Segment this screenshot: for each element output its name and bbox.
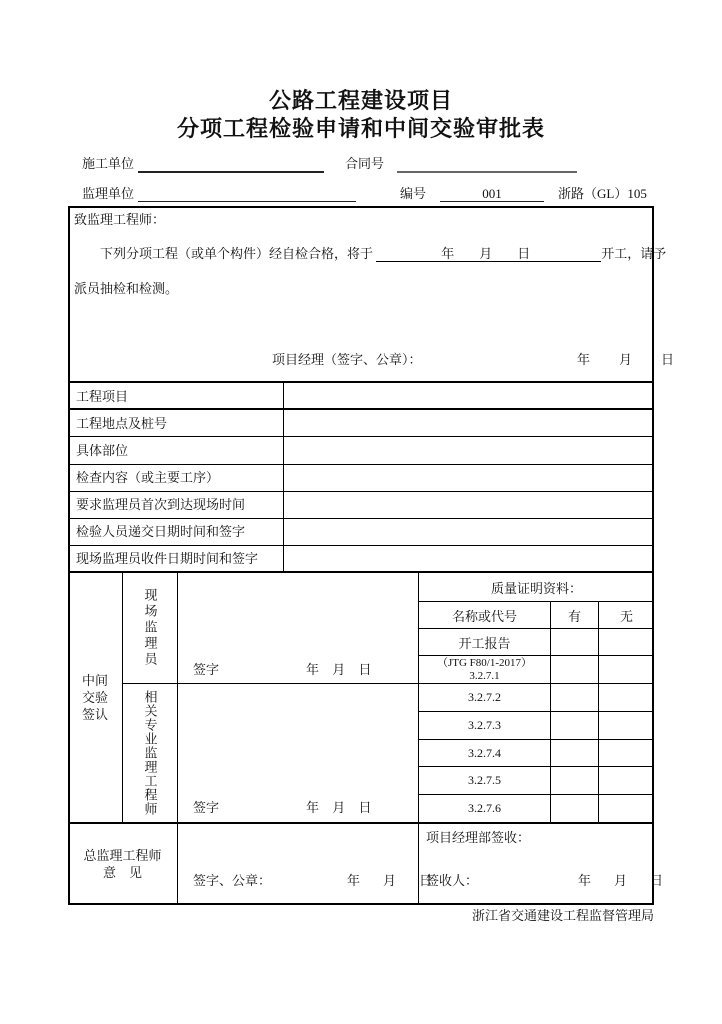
- quality-have-column-cells[interactable]: [551, 629, 598, 822]
- page-title-line1: 公路工程建设项目: [268, 88, 453, 113]
- page-title-line2: 分项工程检验申请和中间交验审批表: [176, 116, 545, 141]
- quality-col-name: 名称或代号: [451, 608, 517, 624]
- chief-label-line1: 总监理工程师: [83, 847, 162, 863]
- pm-date[interactable]: 年 月 日: [577, 352, 683, 367]
- info-value-cell[interactable]: [284, 437, 653, 463]
- chief-supervisor-opinion-label: [68, 824, 177, 903]
- supervision-unit-label: 监理单位: [82, 186, 135, 201]
- quality-row: 3.2.7.3: [468, 718, 501, 732]
- contract-no-label: 合同号: [345, 156, 385, 171]
- info-row-label: 检验人员递交日期时间和签字: [76, 524, 246, 539]
- info-value-cell[interactable]: [284, 410, 653, 436]
- serial-no-blank: [440, 201, 544, 202]
- contract-no-blank[interactable]: [397, 171, 577, 173]
- construction-unit-label: 施工单位: [82, 156, 135, 171]
- quality-row: 3.2.7.5: [468, 773, 501, 787]
- quality-docs-header: 质量证明资料：: [490, 580, 582, 596]
- notice-body-line2: 派员抽检和检测。: [74, 281, 179, 296]
- info-row-label: 检查内容（或主要工序）: [76, 470, 220, 485]
- chief-sign-seal-label[interactable]: 签字、公章：: [193, 873, 272, 888]
- notice-salutation: 致监理工程师：: [74, 212, 166, 227]
- footer-issuing-authority: 浙江省交通建设工程监督管理局: [471, 908, 654, 923]
- role-label-specialty-supervisor: [123, 684, 177, 822]
- section-label-line: 签认: [81, 707, 108, 722]
- quality-none-column-cells[interactable]: [599, 629, 654, 822]
- info-row-label: 工程项目: [76, 389, 129, 404]
- form-code: 浙路（GL）105: [558, 186, 647, 201]
- pm-sign-label[interactable]: 项目经理（签字、公章）：: [272, 352, 422, 367]
- chief-sign-date[interactable]: 年 月 日: [347, 873, 438, 888]
- info-value-cell[interactable]: [284, 465, 653, 491]
- quality-row-jtg-ref: [419, 656, 550, 683]
- start-date-blank[interactable]: 年 月 日: [376, 246, 601, 262]
- info-value-cell[interactable]: [284, 492, 653, 518]
- notice-before-blank: 下列分项工程（或单个构件）经自检合格，将于: [100, 246, 374, 261]
- quality-row: 3.2.7.6: [468, 801, 501, 815]
- serial-no-label: 编号: [400, 186, 427, 201]
- info-value-cell[interactable]: [284, 546, 653, 571]
- quality-col-none: 无: [619, 608, 633, 624]
- sign-date-specialty[interactable]: 年 月 日: [306, 800, 377, 815]
- grid-line: [177, 573, 178, 905]
- sign-label-specialty[interactable]: 签字: [193, 800, 220, 815]
- info-row-label: 工程地点及桩号: [76, 416, 168, 431]
- info-row-label: 现场监理员收件日期时间和签字: [76, 551, 259, 566]
- jtg-ref-line1: （JTG F80/1-2017）: [436, 656, 533, 669]
- quality-col-have: 有: [567, 608, 581, 624]
- notice-after-blank: 开工，请予: [601, 246, 667, 261]
- notice-body-line1: [100, 246, 666, 262]
- info-row-label: 具体部位: [76, 443, 129, 458]
- supervision-unit-blank[interactable]: [138, 201, 356, 202]
- serial-no-value[interactable]: 001: [482, 186, 502, 201]
- info-value-cell[interactable]: [284, 519, 653, 545]
- sign-label-site[interactable]: 签字: [193, 662, 220, 677]
- receiver-label[interactable]: 签收人：: [426, 873, 479, 888]
- section-label-intermediate-acceptance: [68, 573, 122, 822]
- quality-row: 3.2.7.2: [468, 690, 501, 704]
- info-value-cell[interactable]: [284, 382, 653, 408]
- construction-unit-blank[interactable]: [138, 171, 324, 173]
- section-label-line: 中间: [81, 673, 108, 688]
- info-row-label: 要求监理员首次到达现场时间: [76, 497, 246, 512]
- jtg-ref-line2: 3.2.7.1: [469, 669, 500, 682]
- role-label-text: 现场监理员: [142, 588, 158, 668]
- section-label-line: 交验: [81, 690, 108, 705]
- chief-label-line2: 意 见: [102, 864, 142, 880]
- quality-row: 3.2.7.4: [468, 745, 501, 760]
- pm-dept-receipt-label[interactable]: 项目经理部签收：: [426, 830, 531, 845]
- receiver-date[interactable]: 年 月 日: [578, 873, 669, 888]
- role-label-text: 相关专业监理工程师: [142, 690, 158, 816]
- sign-date-site[interactable]: 年 月 日: [306, 662, 377, 677]
- quality-row-report: 开工报告: [458, 635, 511, 651]
- role-label-site-supervisor: [123, 573, 177, 683]
